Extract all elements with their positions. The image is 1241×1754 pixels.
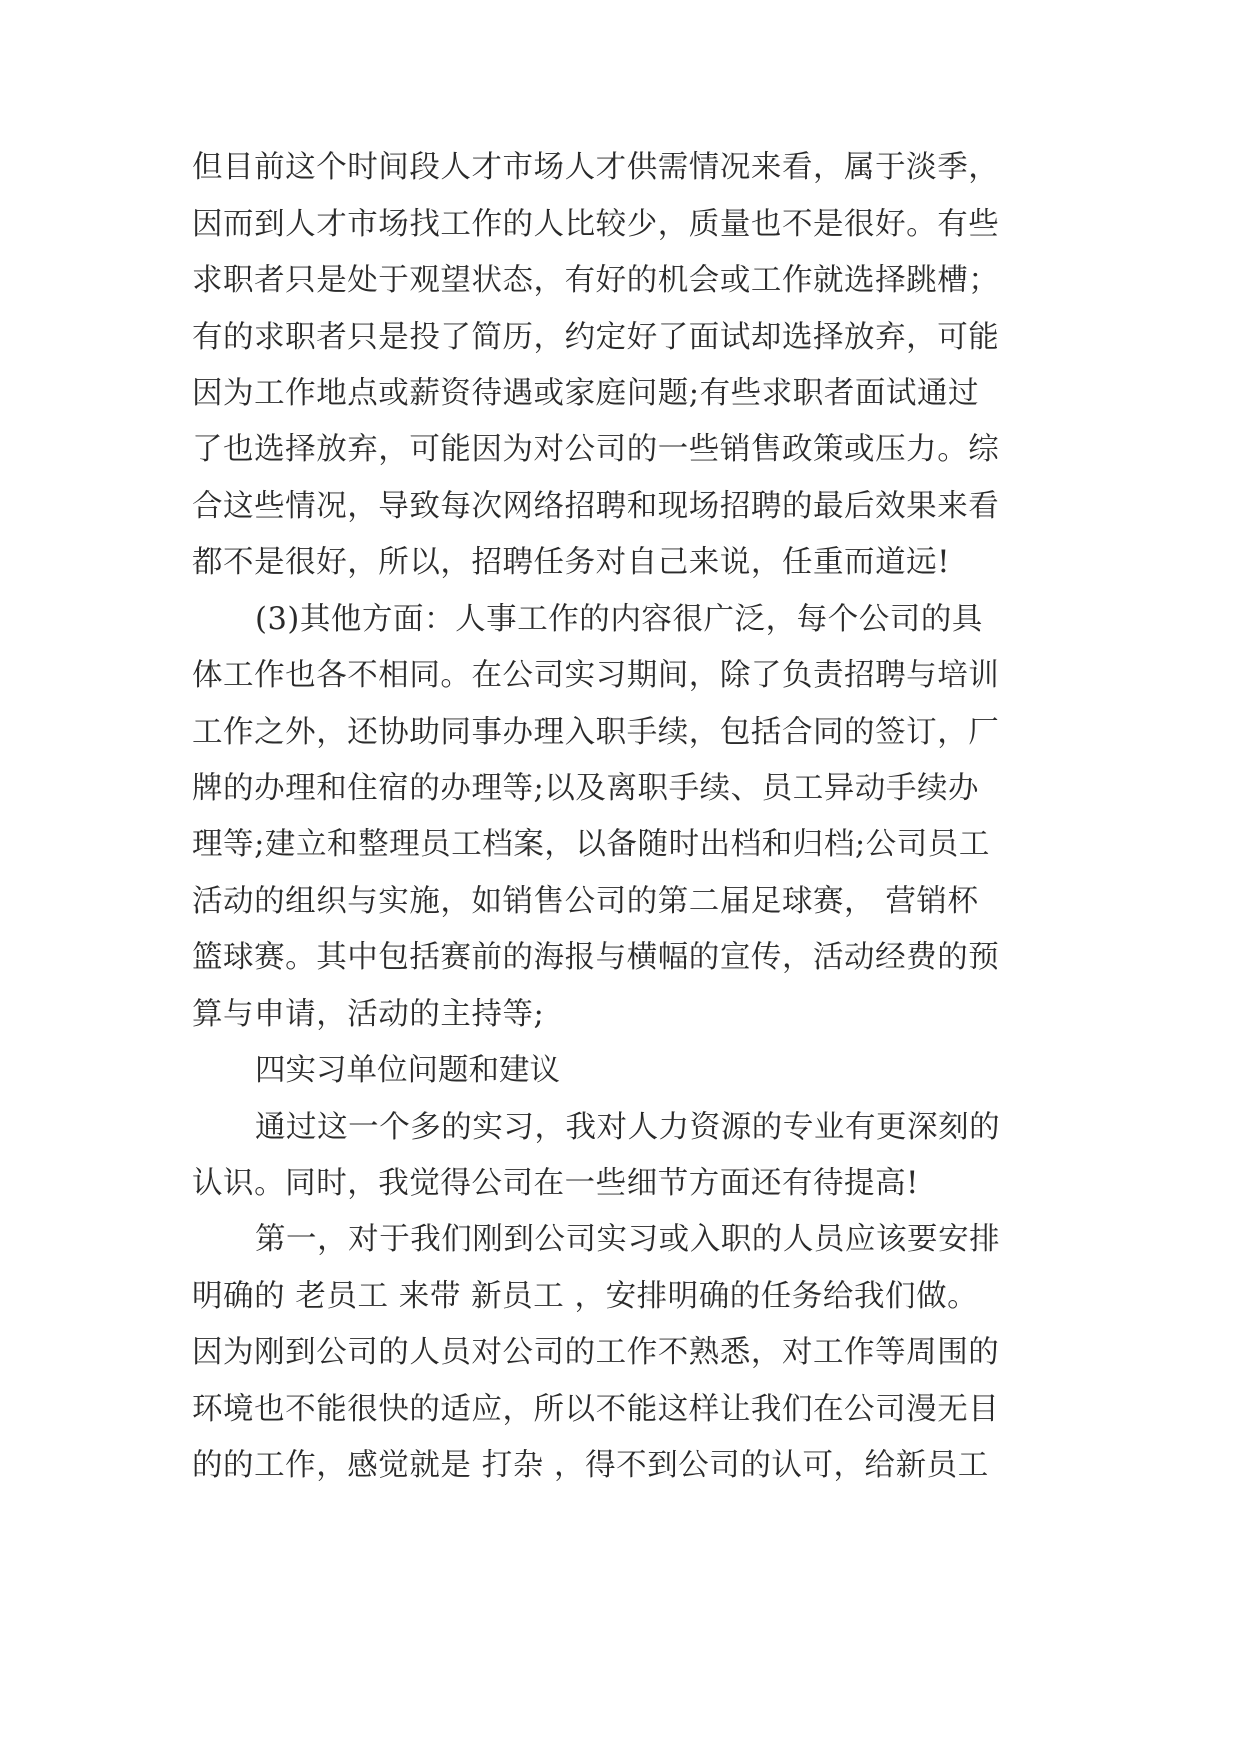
body-text-line: 合这些情况，导致每次网络招聘和现场招聘的最后效果来看 — [192, 489, 1000, 524]
body-text-line: 算与申请，活动的主持等; — [192, 997, 545, 1032]
body-text-line: 因为工作地点或薪资待遇或家庭问题;有些求职者面试通过 — [192, 376, 980, 411]
body-text-line: 求职者只是处于观望状态，有好的机会或工作就选择跳槽； — [192, 263, 1000, 298]
body-text-line: 因而到人才市场找工作的人比较少，质量也不是很好。有些 — [192, 207, 1000, 242]
body-text-line: 环境也不能很快的适应，所以不能这样让我们在公司漫无目 — [192, 1392, 1000, 1427]
body-text-line: 理等;建立和整理员工档案，以备随时出档和归档;公司员工 — [192, 827, 990, 862]
body-text-line: 工作之外，还协助同事办理入职手续，包括合同的签订，厂 — [192, 715, 1000, 750]
body-text-line: 篮球赛。其中包括赛前的海报与横幅的宣传，活动经费的预 — [192, 940, 1000, 975]
body-text-line: 但目前这个时间段人才市场人才供需情况来看，属于淡季， — [192, 150, 1000, 185]
body-text-line: 都不是很好，所以，招聘任务对自己来说，任重而道远! — [192, 545, 951, 580]
body-text-line: (3)其他方面：人事工作的内容很广泛，每个公司的具 — [255, 602, 983, 637]
body-text-line: 第一，对于我们刚到公司实习或入职的人员应该要安排 — [255, 1222, 1001, 1257]
body-text-line: 的的工作，感觉就是 打杂 ，得不到公司的认可，给新员工 — [192, 1448, 989, 1483]
body-text-line: 有的求职者只是投了简历，约定好了面试却选择放弃，可能 — [192, 320, 1000, 355]
body-text-line: 明确的 老员工 来带 新员工 ，安排明确的任务给我们做。 — [192, 1279, 979, 1314]
body-text-line: 体工作也各不相同。在公司实习期间，除了负责招聘与培训 — [192, 658, 1000, 693]
section-heading: 四实习单位问题和建议 — [255, 1053, 560, 1088]
body-text-line: 了也选择放弃，可能因为对公司的一些销售政策或压力。综 — [192, 432, 1000, 467]
body-text-line: 认识。同时，我觉得公司在一些细节方面还有待提高! — [192, 1166, 919, 1201]
body-text-line: 因为刚到公司的人员对公司的工作不熟悉，对工作等周围的 — [192, 1335, 1000, 1370]
body-text-line: 通过这一个多的实习，我对人力资源的专业有更深刻的 — [255, 1110, 1001, 1145]
body-text-line: 牌的办理和住宿的办理等;以及离职手续、员工异动手续办 — [192, 771, 980, 806]
body-text-line: 活动的组织与实施，如销售公司的第二届足球赛， 营销杯 — [192, 884, 979, 919]
